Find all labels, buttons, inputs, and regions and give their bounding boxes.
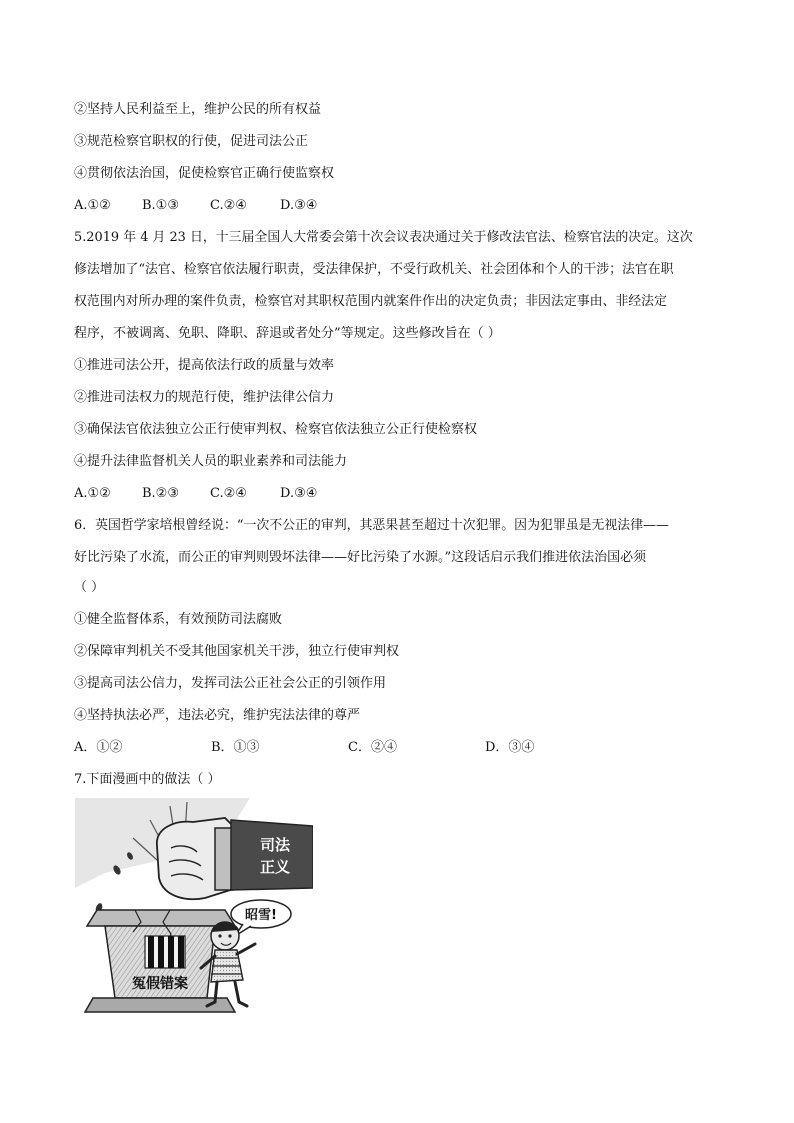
q4-choice-a[interactable]: A.①② xyxy=(74,198,111,213)
q6-option-2: ②保障审判机关不受其他国家机关干涉，独立行使审判权 xyxy=(74,644,400,659)
q6-choice-d[interactable]: D．③④ xyxy=(485,740,535,755)
fist-label-1: 司法 xyxy=(259,836,291,854)
q5-stem-line-3: 权范围内对所办理的案件负责，检察官对其职权范围内就案件作出的决定负责；非因法定事由、非经法定 xyxy=(74,294,667,309)
q5-choice-d[interactable]: D.③④ xyxy=(280,486,318,501)
q5-option-3: ③确保法官依法独立公正行使审判权、检察官依法独立公正行使检察权 xyxy=(74,422,478,437)
fist-label-2: 正义 xyxy=(259,858,291,876)
cartoon-drawing xyxy=(75,798,313,1020)
justice-fist xyxy=(157,818,313,899)
q5-stem-line-2: 修法增加了“法官、检察官依法履行职责，受法律保护，不受行政机关、社会团体和个人的干涉；法官在职 xyxy=(74,262,674,277)
q7-stem: 7.下面漫画中的做法（ ） xyxy=(74,772,221,787)
q6-choice-a[interactable]: A．①② xyxy=(74,740,123,755)
q6-stem-line-1: 6．英国哲学家培根曾经说：“一次不公正的审判，其恶果甚至超过十次犯罪。因为犯罪虽是无视法律—— xyxy=(74,518,669,533)
q5-stem-line-1: 5.2019 年 4 月 23 日，十三届全国人大常委会第十次会议表决通过关于修改法官法、检察官法的决定。这次 xyxy=(74,230,693,245)
q6-option-4: ④坚持执法必严，违法必究，维护宪法法律的尊严 xyxy=(74,708,361,723)
q4-choice-d[interactable]: D.③④ xyxy=(280,198,318,213)
q5-choices xyxy=(74,486,317,502)
q6-option-3: ③提高司法公信力，发挥司法公正社会公正的引领作用 xyxy=(74,676,387,691)
q4-option-3: ③规范检察官职权的行使，促进司法公正 xyxy=(74,134,309,149)
justice-cartoon xyxy=(75,798,313,1020)
q6-stem-line-3: （ ） xyxy=(74,580,105,595)
q5-choice-b[interactable]: B.②③ xyxy=(142,486,179,501)
q6-choices xyxy=(74,740,534,756)
q6-option-1: ①健全监督体系，有效预防司法腐败 xyxy=(74,612,283,627)
base-label: 冤假错案 xyxy=(132,976,188,992)
q4-choices xyxy=(74,198,317,214)
q6-choice-c[interactable]: C．②④ xyxy=(348,740,397,755)
q4-option-2: ②坚持人民利益至上，维护公民的所有权益 xyxy=(74,102,322,117)
q4-choice-c[interactable]: C.②④ xyxy=(210,198,247,213)
q6-choice-b[interactable]: B．①③ xyxy=(211,740,260,755)
q4-option-4: ④贯彻依法治国，促使检察官正确行使监察权 xyxy=(74,166,335,181)
q5-option-2: ②推进司法权力的规范行使，维护法律公信力 xyxy=(74,390,335,405)
q4-choice-b[interactable]: B.①③ xyxy=(142,198,179,213)
q6-stem-line-2: 好比污染了水流，而公正的审判则毁坏法律——好比污染了水源。”这段话启示我们推进依法治国必须 xyxy=(74,550,647,565)
q5-choice-c[interactable]: C.②④ xyxy=(210,486,247,501)
q5-stem-line-4: 程序，不被调离、免职、降职、辞退或者处分”等规定。这些修改旨在（ ） xyxy=(74,326,501,341)
q5-option-1: ①推进司法公开，提高依法行政的质量与效率 xyxy=(74,358,335,373)
speech-text: 昭雪! xyxy=(245,908,277,923)
q5-choice-a[interactable]: A.①② xyxy=(74,486,111,501)
q5-option-4: ④提升法律监督机关人员的职业素养和司法能力 xyxy=(74,454,348,469)
